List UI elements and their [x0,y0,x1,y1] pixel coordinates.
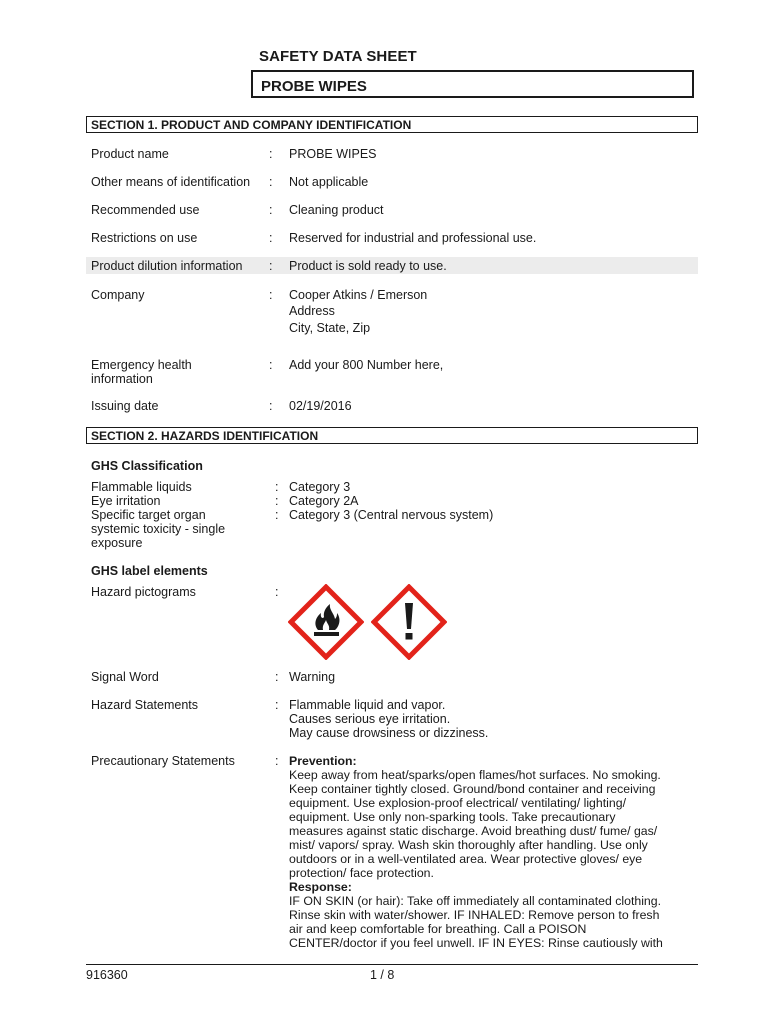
emergency-value: Add your 800 Number here, [289,358,444,372]
recommended-use-label: Recommended use [91,203,200,217]
hazard-statement-2: Causes serious eye irritation. [289,712,451,726]
ghs-classification-heading: GHS Classification [91,459,203,473]
class-stot-label: Specific target organ [91,508,206,522]
page-number: 1 / 8 [370,968,395,982]
prevention-line: outdoors or in a well-ventilated area. Wear protective gloves/ eye [289,852,643,866]
response-heading: Response: [289,880,352,894]
other-means-value: Not applicable [289,175,369,189]
prevention-line: equipment. Use only non-sparking tools. Take precautionary [289,810,616,824]
document-title: SAFETY DATA SHEET [259,48,417,65]
hazard-statement-3: May cause drowsiness or dizziness. [289,726,489,740]
recommended-use-value: Cleaning product [289,203,384,217]
product-name-box [251,70,694,98]
product-name-value: PROBE WIPES [289,147,377,161]
restrictions-label: Restrictions on use [91,231,198,245]
precautionary-statements-label: Precautionary Statements [91,754,235,768]
prevention-line: mist/ vapors/ spray. Wash skin thoroughly after handling. Use only [289,838,648,852]
product-name-heading: PROBE WIPES [261,78,367,95]
emergency-label: Emergency health [91,358,192,372]
hazard-statement-1: Flammable liquid and vapor. [289,698,446,712]
company-label: Company [91,288,145,302]
section-2-heading: SECTION 2. HAZARDS IDENTIFICATION [91,429,319,443]
prevention-line: equipment. Use explosion-proof electrical/ ventilating/ lighting/ [289,796,626,810]
prevention-line: measures against static discharge. Avoid breathing dust/ fume/ gas/ [289,824,658,838]
document-number: 916360 [86,968,128,982]
footer-divider [86,964,698,965]
class-stot-label-cont2: exposure [91,536,143,550]
restrictions-value: Reserved for industrial and professional use. [289,231,537,245]
hazard-pictograms-label: Hazard pictograms [91,585,196,599]
hazard-statements-label: Hazard Statements [91,698,198,712]
signal-word-label: Signal Word [91,670,159,684]
class-eye-value: Category 2A [289,494,359,508]
prevention-line: Keep away from heat/sparks/open flames/hot surfaces. No smoking. [289,768,661,782]
prevention-line: protection/ face protection. [289,866,434,880]
dilution-label: Product dilution information [91,259,243,273]
company-city: City, State, Zip [289,321,371,335]
class-eye-label: Eye irritation [91,494,161,508]
prevention-line: Keep container tightly closed. Ground/bond container and receiving [289,782,656,796]
issuing-date-label: Issuing date [91,399,159,413]
ghs-label-elements-heading: GHS label elements [91,564,208,578]
class-stot-value: Category 3 (Central nervous system) [289,508,494,522]
company-name: Cooper Atkins / Emerson [289,288,428,302]
response-line: Rinse skin with water/shower. IF INHALED: Remove person to fresh [289,908,660,922]
other-means-label: Other means of identification [91,175,251,189]
product-name-label: Product name [91,147,169,161]
class-flammable-value: Category 3 [289,480,351,494]
emergency-label-cont: information [91,372,153,386]
prevention-heading: Prevention: [289,754,357,768]
flame-pictogram-icon [288,584,364,660]
section-2-bar [86,427,698,444]
response-line: CENTER/doctor if you feel unwell. IF IN EYES: Rinse cautiously with [289,936,663,950]
company-address: Address [289,304,335,318]
issuing-date-value: 02/19/2016 [289,399,352,413]
response-line: IF ON SKIN (or hair): Take off immediately all contaminated clothing. [289,894,662,908]
signal-word-value: Warning [289,670,336,684]
section-1-bar [86,116,698,133]
dilution-value: Product is sold ready to use. [289,259,447,273]
class-stot-label-cont1: systemic toxicity - single [91,522,226,536]
exclamation-pictogram-icon [371,584,447,660]
class-flammable-label: Flammable liquids [91,480,192,494]
precautionary-text [289,754,694,950]
section-1-heading: SECTION 1. PRODUCT AND COMPANY IDENTIFICATION [91,118,412,132]
response-line: air and keep comfortable for breathing. Call a POISON [289,922,587,936]
